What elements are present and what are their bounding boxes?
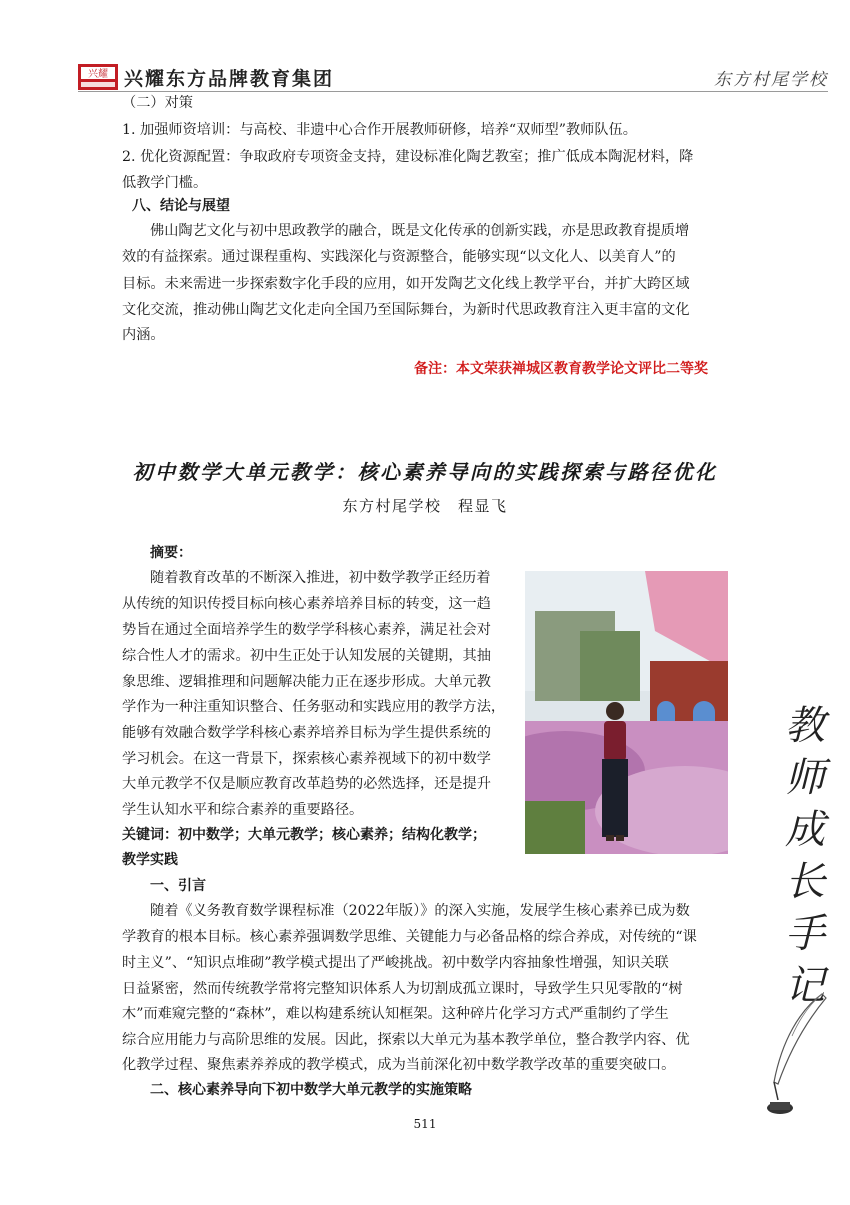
- award-note: 备注：本文荣获禅城区教育教学论文评比二等奖: [414, 361, 708, 377]
- conclusion-line: 文化交流，推动佛山陶艺文化走向全国乃至国际舞台，为新时代思政教育注入更丰富的文化: [122, 302, 690, 318]
- conclusion-line: 效的有益探索。通过课程重构、实践深化与资源整合，能够实现“以文化人、以美育人”的: [122, 249, 676, 265]
- intro-line: 随着《义务教育数学课程标准（2022年版）》的深入实施，发展学生核心素养已成为数: [150, 903, 690, 919]
- abstract-line: 势旨在通过全面培养学生的数学学科核心素养，满足社会对: [122, 622, 491, 638]
- author-photo: [525, 571, 728, 854]
- keywords-line-2: 教学实践: [122, 852, 178, 868]
- intro-line: 学教育的根本目标。核心素养强调数学思维、关键能力与必备品格的综合养成，对传统的“课: [122, 929, 697, 945]
- countermeasure-item-2-line-1: 2. 优化资源配置：争取政府专项资金支持，建设标准化陶艺教室；推广低成本陶泥材料，降: [122, 149, 694, 165]
- subheading-countermeasures: （二）对策: [122, 95, 193, 111]
- keywords-line-1: 关键词：初中数学；大单元教学；核心素养；结构化教学；: [122, 827, 486, 843]
- sidebar-char: 成: [785, 807, 825, 853]
- sidebar-char: 记: [785, 963, 825, 1009]
- abstract-line: 学习机会。在这一背景下，探索核心素养视域下的初中数学: [122, 751, 491, 767]
- sidebar-calligraphy: [775, 700, 835, 1012]
- conclusion-line: 佛山陶艺文化与初中思政教学的融合，既是文化传承的创新实践，亦是思政教育提质增: [150, 223, 690, 239]
- countermeasure-item-1: 1. 加强师资培训：与高校、非遗中心合作开展教师研修，培养“双师型”教师队伍。: [122, 122, 637, 138]
- intro-line: 化教学过程、聚焦素养养成的教学模式，成为当前深化初中数学教学改革的重要突破口。: [122, 1057, 676, 1073]
- brand-name: 兴耀东方品牌教育集团: [124, 68, 335, 90]
- abstract-line: 学作为一种注重知识整合、任务驱动和实践应用的教学方法，: [122, 699, 506, 715]
- article-author: 东方村尾学校 程显飞: [342, 497, 508, 515]
- abstract-line: 象思维、逻辑推理和问题解决能力正在逐步形成。大单元教: [122, 674, 491, 690]
- sidebar-char: 师: [785, 755, 825, 801]
- intro-line: 木”而难窥完整的“森林”，难以构建系统认知框架。这种碎片化学习方式严重制约了学生: [122, 1006, 669, 1022]
- conclusion-line: 内涵。: [122, 327, 165, 343]
- intro-line: 日益紧密，然而传统教学常将完整知识体系人为切割成孤立课时，导致学生只见零散的“树: [122, 981, 683, 997]
- heading-introduction: 一、引言: [150, 878, 206, 894]
- sidebar-char: 手: [785, 911, 825, 957]
- abstract-label: 摘要：: [150, 545, 192, 561]
- article-title: 初中数学大单元教学：核心素养导向的实践探索与路径优化: [132, 460, 718, 484]
- header-school: 东方村尾学校: [714, 70, 828, 90]
- heading-conclusion: 八、结论与展望: [132, 198, 230, 214]
- abstract-line: 从传统的知识传授目标向核心素养培养目标的转变，这一趋: [122, 596, 491, 612]
- group-logo: [78, 64, 118, 90]
- intro-line: 时主义”、“知识点堆砌”教学模式提出了严峻挑战。初中数学内容抽象性增强，知识关联: [122, 955, 669, 971]
- conclusion-line: 目标。未来需进一步探索数字化手段的应用，如开发陶艺文化线上教学平台，并扩大跨区域: [122, 276, 690, 292]
- abstract-line: 学生认知水平和综合素养的重要路径。: [122, 802, 364, 818]
- intro-line: 综合应用能力与高阶思维的发展。因此，探索以大单元为基本教学单位，整合教学内容、优: [122, 1032, 690, 1048]
- abstract-line: 随着教育改革的不断深入推进，初中数学教学正经历着: [150, 570, 491, 586]
- page-number: 511: [413, 1117, 437, 1131]
- abstract-line: 能够有效融合数学学科核心素养培养目标为学生提供系统的: [122, 725, 491, 741]
- abstract-line: 大单元教学不仅是顺应教育改革趋势的必然选择，还是提升: [122, 776, 491, 792]
- sidebar-char: 教: [785, 703, 825, 749]
- heading-section-2: 二、核心素养导向下初中数学大单元教学的实施策略: [150, 1082, 472, 1098]
- sidebar-char: 长: [785, 859, 825, 905]
- logo-text: 兴耀: [88, 69, 108, 80]
- quill-pen-icon: [760, 990, 830, 1120]
- abstract-line: 综合性人才的需求。初中生正处于认知发展的关键期，其抽: [122, 648, 491, 664]
- countermeasure-item-2-line-2: 低教学门槛。: [122, 175, 208, 191]
